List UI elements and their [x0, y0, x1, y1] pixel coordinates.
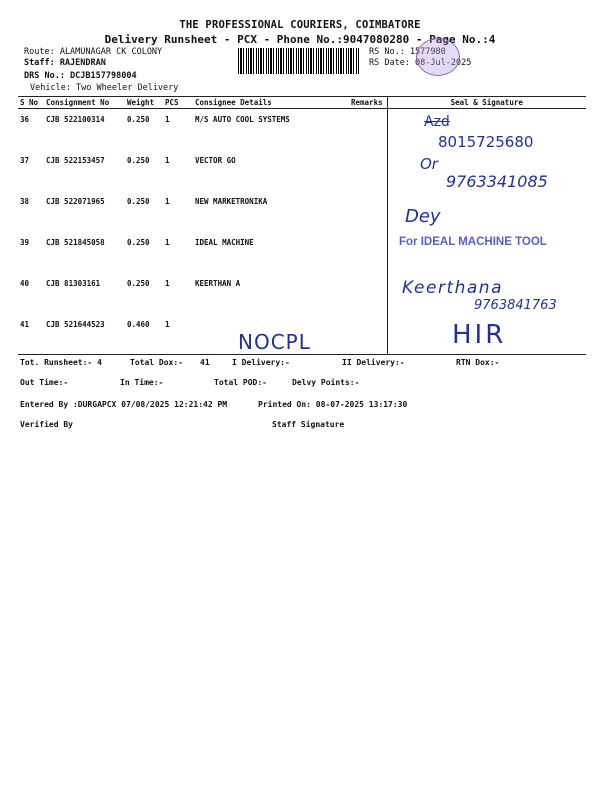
- vehicle-label: Vehicle: Two Wheeler Delivery: [30, 83, 179, 93]
- handwritten-hr: HIR: [452, 320, 507, 350]
- cell-consignment: CJB 81303161: [46, 279, 101, 288]
- cell-remarks: [349, 150, 387, 191]
- cell-consignee: NEW MARKETRONIKA: [195, 197, 268, 206]
- entered-by: Entered By :DURGAPCX 07/08/2025 12:21:42 PM: [20, 400, 228, 409]
- ink-stamp: [416, 38, 460, 76]
- cell-weight: 0.250: [127, 279, 150, 288]
- table-row: [18, 191, 586, 232]
- cell-weight: 0.250: [127, 156, 150, 165]
- ii-delivery: II Delivery:-: [342, 358, 405, 367]
- cell-consignee: KEERTHAN A: [195, 279, 241, 288]
- handwritten-initials: Azd: [424, 114, 450, 130]
- rtn-dox: RTN Dox:-: [456, 358, 500, 367]
- total-dox-label: Total Dox:-: [130, 358, 183, 367]
- cell-pcs: 1: [165, 238, 170, 247]
- col-sno: S No: [18, 97, 44, 109]
- handwritten-phone-2: 9763341085: [446, 172, 548, 191]
- col-weight: Weight: [125, 97, 163, 109]
- in-time: In Time:-: [120, 378, 164, 387]
- tot-runsheet: Tot. Runsheet:- 4: [20, 358, 102, 367]
- cell-weight: 0.460: [125, 314, 163, 355]
- staff-signature: Staff Signature: [272, 420, 345, 429]
- cell-remarks: [349, 109, 387, 151]
- cell-consignment: CJB 522100314: [46, 115, 105, 124]
- total-pod: Total POD:-: [214, 378, 267, 387]
- cell-sno: 41: [18, 314, 44, 355]
- handwritten-signature: Dey: [405, 206, 441, 227]
- i-delivery: I Delivery:-: [232, 358, 290, 367]
- handwritten-initials: Or: [420, 155, 438, 173]
- col-consignment: Consignment No: [44, 97, 125, 109]
- drs-number: DRS No.: DCJB157798004: [24, 71, 137, 81]
- col-seal-signature: Seal & Signature: [387, 97, 586, 109]
- cell-remarks: [349, 232, 387, 273]
- printed-on: Printed On: 08-07-2025 13:17:30: [258, 400, 408, 409]
- company-title: THE PROFESSIONAL COURIERS, COIMBATORE: [179, 19, 421, 31]
- table-header-row: [18, 97, 586, 109]
- cell-consignment: CJB 522153457: [46, 156, 105, 165]
- barcode: [238, 48, 360, 74]
- cell-consignment: CJB 521845058: [46, 238, 105, 247]
- col-remarks: Remarks: [349, 97, 387, 109]
- handwritten-name: Keerthana: [402, 278, 503, 298]
- cell-pcs: 1: [165, 115, 170, 124]
- handwritten-noc: NOCPL: [238, 330, 311, 354]
- staff-label: Staff: RAJENDRAN: [24, 58, 106, 68]
- cell-sno: 37: [20, 156, 30, 165]
- cell-pcs: 1: [163, 314, 193, 355]
- cell-remarks: [349, 314, 387, 355]
- cell-sno: 38: [20, 197, 30, 206]
- cell-consignment: CJB 522071965: [46, 197, 105, 206]
- handwritten-phone-3: 9763841763: [474, 298, 557, 313]
- cell-consignee: IDEAL MACHINE: [195, 238, 254, 247]
- runsheet-title: Delivery Runsheet - PCX - Phone No.:9047080280 - Page No.:4: [104, 33, 496, 46]
- rs-number: RS No.: 1577980: [369, 47, 446, 57]
- cell-consignee: M/S AUTO COOL SYSTEMS: [195, 115, 290, 124]
- total-dox-value: 41: [200, 358, 210, 367]
- cell-weight: 0.250: [127, 115, 150, 124]
- rs-date: RS Date: 08-Jul-2025: [369, 58, 472, 68]
- cell-sno: 36: [20, 115, 30, 124]
- cell-remarks: [349, 273, 387, 314]
- delvy-points: Delvy Points:-: [292, 378, 360, 387]
- verified-by: Verified By: [20, 420, 73, 429]
- cell-consignee: VECTOR GO: [195, 156, 236, 165]
- company-stamp-text: For IDEAL MACHINE TOOL: [399, 236, 547, 248]
- handwritten-phone-1: 8015725680: [438, 133, 534, 151]
- cell-pcs: 1: [165, 279, 170, 288]
- cell-weight: 0.250: [127, 197, 150, 206]
- cell-pcs: 1: [165, 156, 170, 165]
- cell-pcs: 1: [165, 197, 170, 206]
- cell-sno: 39: [20, 238, 30, 247]
- col-consignee: Consignee Details: [193, 97, 349, 109]
- col-pcs: PCS: [163, 97, 193, 109]
- cell-remarks: [349, 191, 387, 232]
- route-label: Route: ALAMUNAGAR CK COLONY: [24, 47, 163, 57]
- cell-weight: 0.250: [127, 238, 150, 247]
- cell-consignment: CJB 521644523: [44, 314, 125, 355]
- out-time: Out Time:-: [20, 378, 69, 387]
- cell-sno: 40: [20, 279, 30, 288]
